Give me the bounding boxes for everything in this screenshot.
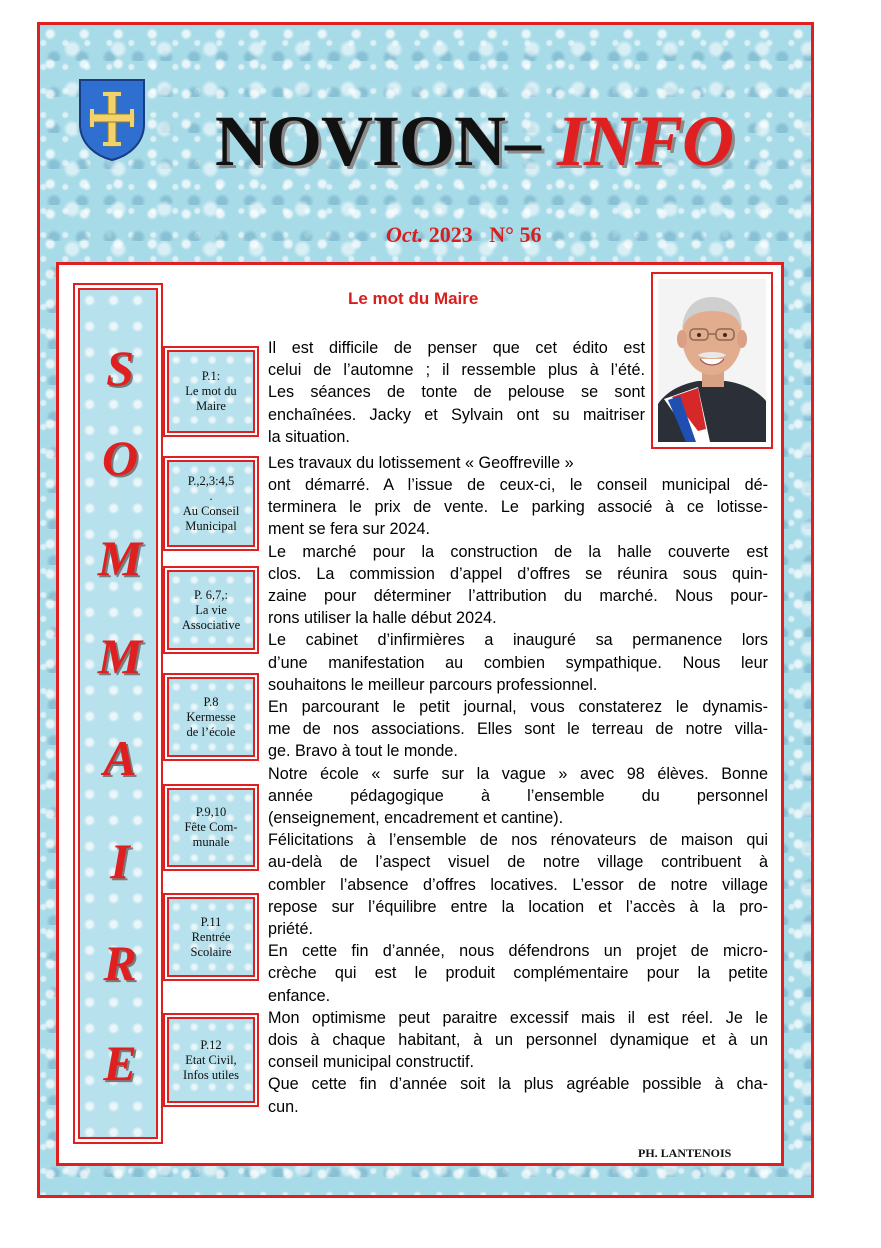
sommaire-letter: A: [103, 730, 137, 786]
masthead-part2: INFO: [557, 101, 734, 181]
sommaire-letter: M: [97, 628, 143, 684]
article-line: cun.: [268, 1097, 299, 1116]
article-title: Le mot du Maire: [348, 289, 479, 308]
toc-title: La vie: [195, 602, 227, 617]
sommaire-letter: M: [97, 530, 143, 586]
issue-number: N° 56: [489, 222, 542, 247]
article-line: au-delà de l’aspect visuel de notre village contribuent à: [268, 853, 768, 872]
toc-entry-p8[interactable]: [167, 677, 255, 757]
article-line: repose sur l’équilibre entre la location et l’accès à la pro-: [268, 897, 768, 916]
toc-pages: P.12: [200, 1037, 222, 1052]
mayor-portrait: [658, 279, 766, 442]
toc-pages: P.,2,3:4,5: [187, 473, 235, 488]
toc-title: Municipal: [185, 518, 237, 533]
toc-entry-p2[interactable]: [167, 460, 255, 547]
toc-title: Associative: [181, 617, 241, 632]
toc-title: Scolaire: [190, 944, 232, 959]
article-line: terminera le prix de vente. Le parking associé à ce lotisse-: [268, 498, 768, 517]
sommaire-column: [78, 288, 158, 1139]
masthead-part1: NOVION: [215, 101, 506, 181]
article-line: me de nos associations. Elles sont le terreau de notre villa-: [268, 720, 768, 739]
toc-entry-p11[interactable]: [167, 897, 255, 977]
toc-title: Rentrée: [191, 929, 231, 944]
toc-title: Kermesse: [186, 709, 236, 724]
article-line: ge. Bravo à tout le monde.: [268, 742, 458, 761]
issue-year: 2023: [428, 222, 473, 247]
toc-entry-p12[interactable]: [167, 1017, 255, 1103]
article-line: conseil municipal constructif.: [268, 1053, 475, 1072]
masthead-title: [215, 96, 733, 186]
article-line: zaine pour déterminer l’attribution du marché. Nous pour-: [268, 587, 768, 606]
article-paragraph-1: [268, 337, 645, 448]
article-line: dois à chaque habitant, à un personnel dynamique et à un: [268, 1031, 768, 1050]
coat-of-arms-icon: [78, 78, 146, 162]
toc-title: Fête Com-: [184, 820, 238, 834]
toc-title: Etat Civil,: [185, 1052, 237, 1067]
article-line: d’une manifestation au combien sympathique. Nous leur: [268, 653, 768, 672]
article-line: Le cabinet d’infirmières a inauguré sa permanence lors: [268, 631, 768, 650]
article-line: enfance.: [268, 986, 331, 1005]
toc-entry-p6[interactable]: [167, 570, 255, 650]
sommaire-letter: S: [106, 340, 134, 396]
article-line: Notre école « surfe sur la vague » avec 98 élèves. Bonne: [268, 764, 768, 783]
toc-title: munale: [192, 835, 230, 849]
toc-entry-p9[interactable]: [167, 788, 255, 867]
toc-pages: P.11: [200, 914, 222, 929]
article-line: En parcourant le petit journal, vous constaterez le dynamis-: [268, 698, 768, 717]
article-line: enchaînées. Jacky et Sylvain ont su maitriser: [268, 405, 645, 424]
article-line: la situation.: [268, 427, 350, 446]
toc-title: Infos utiles: [183, 1067, 239, 1082]
article-body: [268, 474, 768, 1118]
article-line: clos. La commission d’appel d’offres se réunira sous quin-: [268, 564, 768, 583]
mayor-photo-frame: [651, 272, 773, 449]
article-line: Que cette fin d’année soit la plus agréable possible à cha-: [268, 1075, 768, 1094]
article-line: Le marché pour la construction de la halle couverte est: [268, 542, 768, 561]
article-line: combler l’absence d’offres locatives. L’essor de notre village: [268, 875, 768, 894]
issue-month: Oct.: [386, 222, 424, 247]
toc-pages: P.8: [203, 694, 219, 709]
article-line: Félicitations à l’ensemble de nos rénovateurs de maison qui: [268, 831, 768, 850]
article-line: En cette fin d’année, nous défendrons un projet de micro-: [268, 942, 768, 961]
issue-line: [386, 222, 541, 248]
article-line: ment se fera sur 2024.: [268, 520, 430, 539]
toc-title: Au Conseil: [182, 503, 240, 518]
article-line: Mon optimisme peut paraitre excessif mais il est réel. Je le: [268, 1008, 768, 1027]
toc-entry-p1[interactable]: [167, 350, 255, 433]
toc-pages: P.9,10: [195, 805, 227, 819]
toc-title: Le mot du: [185, 384, 237, 398]
sommaire-letter: I: [110, 833, 130, 889]
article-line: Les travaux du lotissement « Geoffreville »: [268, 454, 574, 472]
article-line: souhaitons le meilleur parcours professionnel.: [268, 675, 598, 694]
toc-pages: P.1:: [201, 369, 221, 383]
toc-title: .: [209, 488, 213, 503]
sommaire-letter: O: [101, 430, 139, 486]
article-line: ont démarré. A l’issue de ceux-ci, le conseil municipal dé-: [268, 476, 768, 494]
article-paragraph-2: [268, 452, 645, 474]
sommaire-letter: R: [103, 935, 137, 991]
toc-title: de l’école: [186, 724, 236, 739]
article-line: Il est difficile de penser que cet édito est: [268, 339, 645, 357]
article-line: crèche qui est le produit complémentaire pour la petite: [268, 964, 768, 983]
signature: PH. LANTENOIS: [638, 1146, 732, 1160]
toc-title: Maire: [196, 399, 226, 413]
toc-pages: P. 6,7,:: [193, 587, 229, 602]
masthead-dash: –: [505, 101, 558, 181]
article-line: Les séances de tonte de pelouse se sont: [268, 383, 645, 402]
article-line: rons utiliser la halle début 2024.: [268, 609, 497, 628]
article-line: (enseignement, encadrement et cantine).: [268, 809, 564, 828]
article-line: priété.: [268, 920, 313, 939]
article-line: celui de l’automne ; il ressemble plus à l’été.: [268, 361, 645, 380]
sommaire-letter: E: [103, 1035, 137, 1091]
article-line: année pédagogique à l’ensemble du personnel: [268, 786, 768, 805]
